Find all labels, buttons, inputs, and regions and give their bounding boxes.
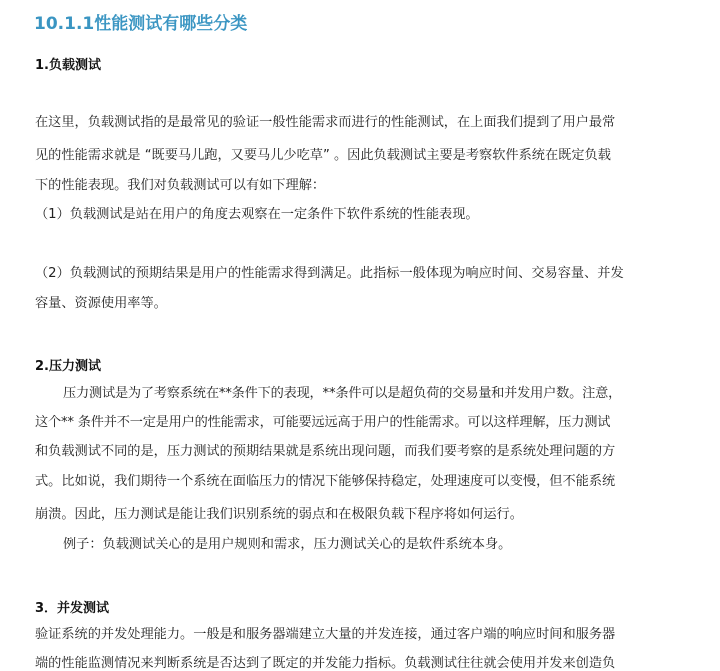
paragraph-line: 式。比如说，我们期待一个系统在面临压力的情况下能够保持稳定，处理速度可以变慢，但不能系统	[35, 474, 616, 489]
paragraph-line: 验证系统的并发处理能力。一般是和服务器端建立大量的并发连接，通过客户端的响应时间和服务器	[35, 627, 616, 642]
paragraph-line: 压力测试是为了考察系统在**条件下的表现，**条件可以是超负荷的交易量和并发用户数。注意，	[63, 386, 622, 401]
paragraph-line: 在这里，负载测试指的是最常见的验证一般性能需求而进行的性能测试，在上面我们提到了用户最常	[35, 115, 616, 130]
section-heading-stress-testing: 2.压力测试	[35, 359, 101, 374]
paragraph-line: 下的性能表现。我们对负载测试可以有如下理解：	[35, 178, 326, 193]
paragraph-line: 端的性能监测情况来判断系统是否达到了既定的并发能力指标。负载测试往往就会使用并发来创造负	[35, 656, 616, 671]
section-heading-load-testing: 1.负载测试	[35, 58, 101, 73]
paragraph-line: 崩溃。因此，压力测试是能让我们识别系统的弱点和在极限负载下程序将如何运行。	[35, 507, 523, 522]
section-heading-concurrency-testing: 3．并发测试	[35, 601, 110, 616]
paragraph-line: 和负载测试不同的是，压力测试的预期结果就是系统出现问题，而我们要考察的是系统处理问题的方	[35, 444, 616, 459]
paragraph-line: （2）负载测试的预期结果是用户的性能需求得到满足。此指标一般体现为响应时间、交易容量、并发	[35, 266, 624, 281]
paragraph-line: （1）负载测试是站在用户的角度去观察在一定条件下软件系统的性能表现。	[35, 207, 479, 222]
paragraph-line: 容量、资源使用率等。	[35, 296, 167, 311]
paragraph-line: 这个** 条件并不一定是用户的性能需求，可能要远远高于用户的性能需求。可以这样理解，压力测试	[35, 415, 611, 430]
paragraph-line: 例子：负载测试关心的是用户规则和需求，压力测试关心的是软件系统本身。	[63, 537, 512, 552]
document-title: 10.1.1性能测试有哪些分类	[34, 14, 248, 34]
paragraph-line: 见的性能需求就是 “既要马儿跑，又要马儿少吃草” 。因此负载测试主要是考察软件系统在既定负载	[35, 148, 611, 163]
